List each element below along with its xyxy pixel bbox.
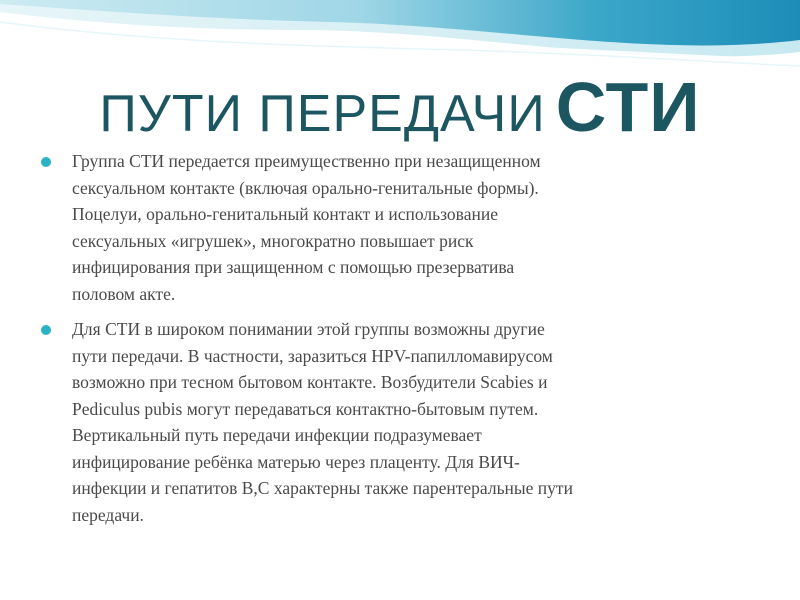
bullet-item xyxy=(38,316,738,528)
bullet-line: возможно при тесном бытовом контакте. Возбудители Scabies и xyxy=(72,372,548,392)
bullet-line: Pediculus pubis могут передаваться контактно-бытовым путем. xyxy=(72,398,539,419)
bullet-line: сексуальных «игрушек», многократно повышает риск xyxy=(72,230,474,251)
bullet-item xyxy=(38,148,738,307)
bullet-line: Поцелуи, орально-генитальный контакт и использование xyxy=(72,204,498,224)
bullet-line: инфекции и гепатитов В,С характерны также парентеральные пути xyxy=(72,478,573,498)
bullet-line: сексуальном контакте (включая орально-генитальные формы). xyxy=(72,177,539,198)
bullet-dot-icon xyxy=(41,157,51,167)
title-emphasis: СТИ xyxy=(555,68,701,146)
bullet-list xyxy=(38,148,738,537)
bullet-dot-icon xyxy=(41,325,51,335)
bullet-line: Вертикальный путь передачи инфекции подразумевает xyxy=(72,425,482,445)
bullet-line: пути передачи. В частности, заразиться HPV-папилломавирусом xyxy=(72,345,553,366)
bullet-line: передачи. xyxy=(72,504,144,525)
bullet-line: Для СТИ в широком понимании этой группы возможны другие xyxy=(72,319,545,339)
bullet-line: Группа СТИ передается преимущественно при незащищенном xyxy=(72,151,541,171)
bullet-line: инфицирование ребёнка матерью через плаценту. Для ВИЧ- xyxy=(72,451,520,472)
bullet-line: инфицирования при защищенном с помощью презерватива xyxy=(72,257,515,277)
title-main: ПУТИ ПЕРЕДАЧИ xyxy=(99,85,546,143)
bullet-text xyxy=(72,316,738,528)
slide-title xyxy=(0,68,800,146)
bullet-line: половом акте. xyxy=(72,283,176,304)
bullet-text xyxy=(72,148,738,307)
